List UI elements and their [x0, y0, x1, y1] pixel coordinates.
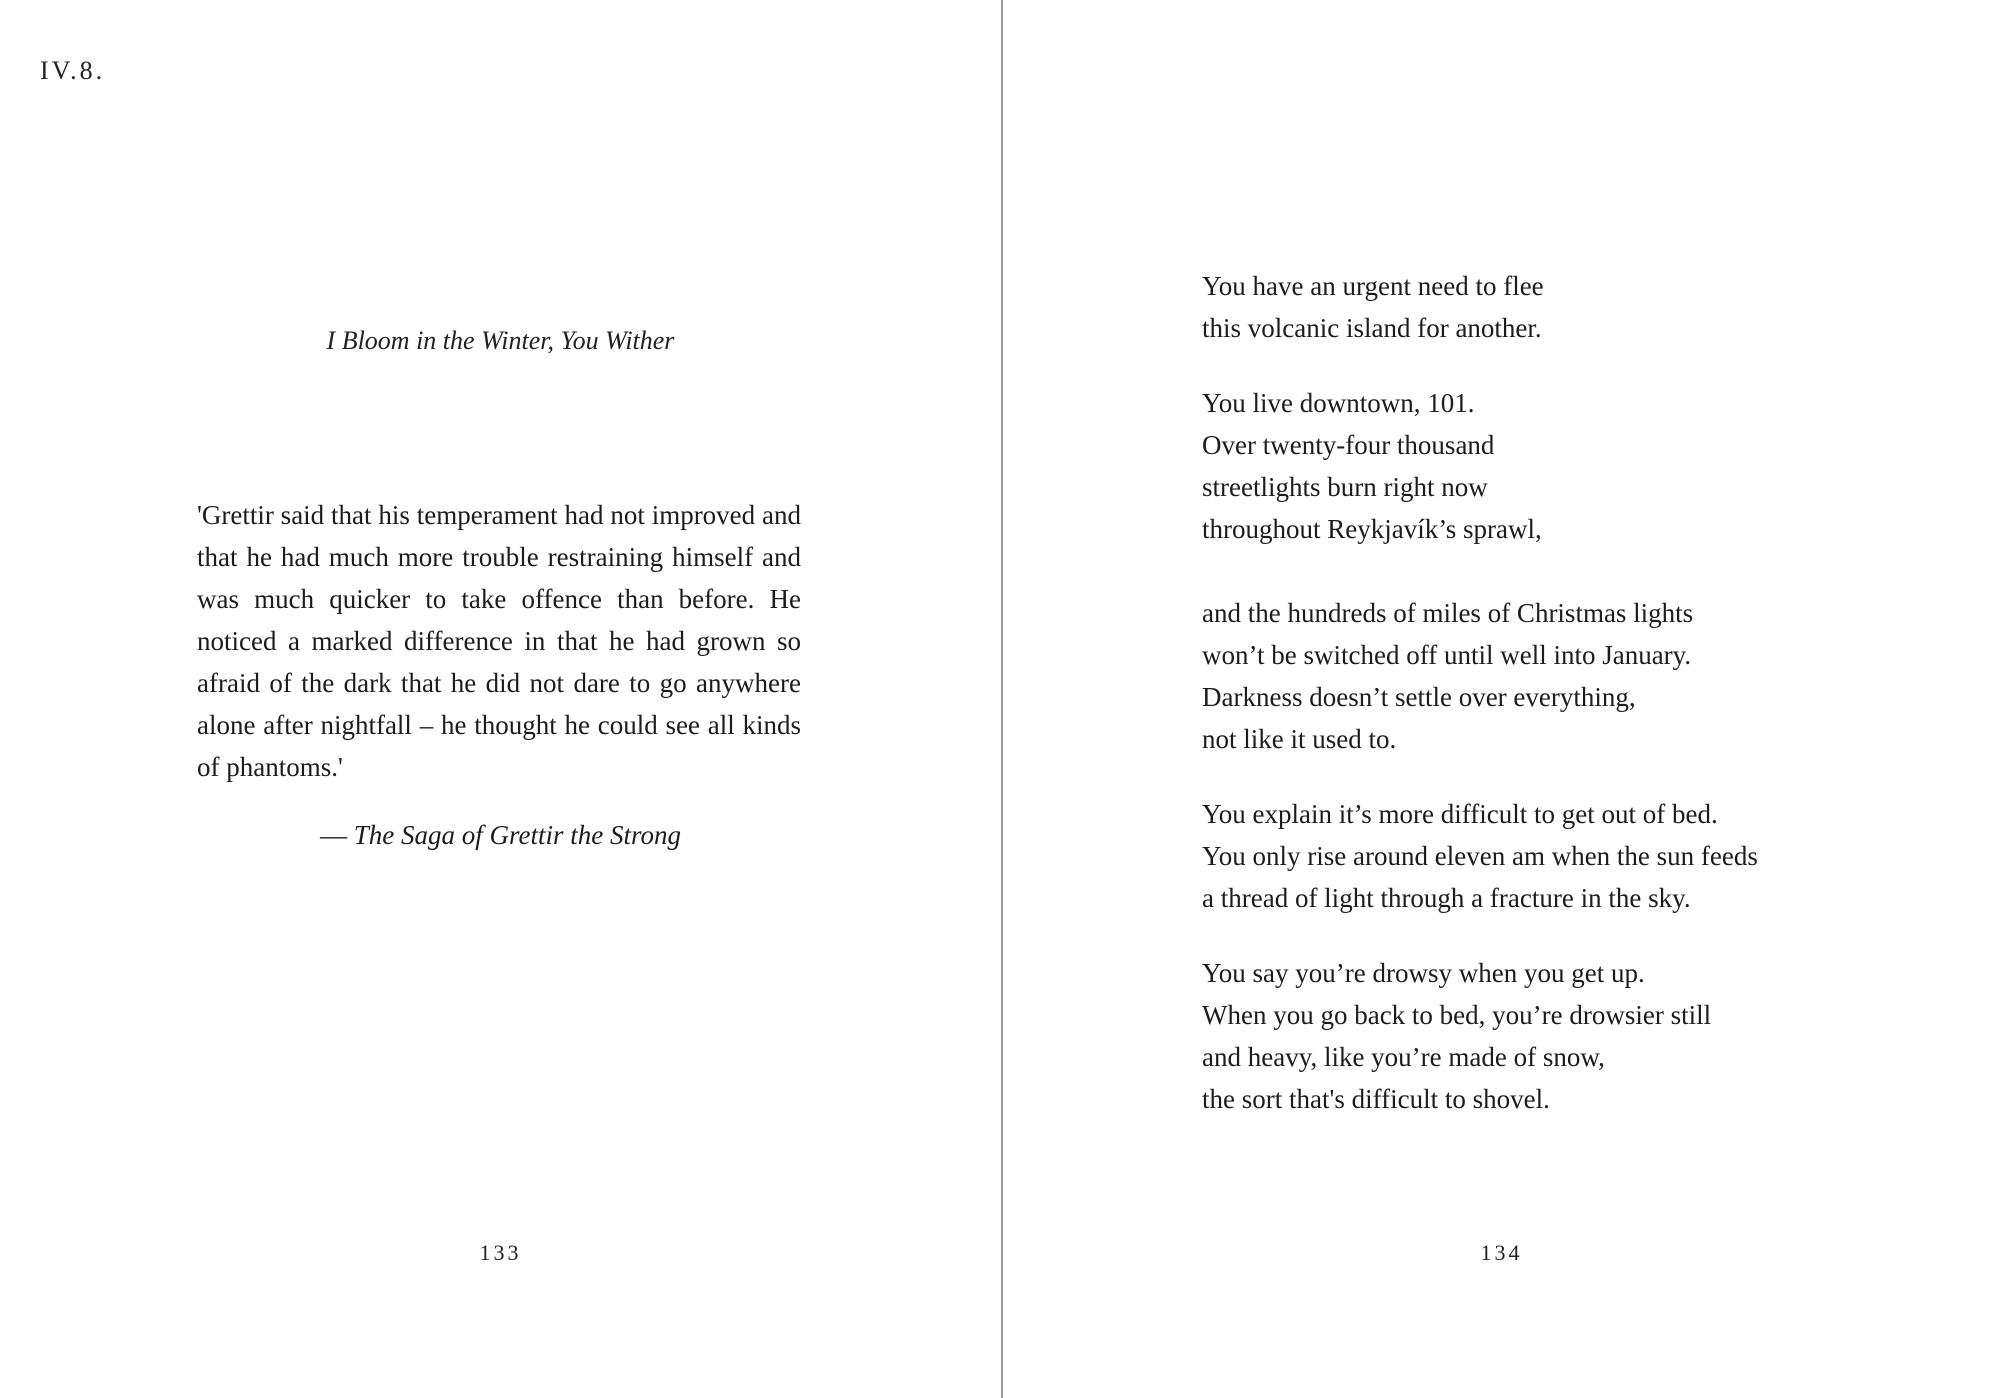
poem-line: not like it used to. — [1202, 724, 1397, 754]
poem-line: Darkness doesn’t settle over everything, — [1202, 682, 1636, 712]
page-number-left: 133 — [479, 1240, 522, 1265]
poem-line: this volcanic island for another. — [1202, 313, 1542, 343]
stanza-1 — [1202, 265, 1902, 349]
poem-line: won’t be switched off until well into January. — [1202, 640, 1692, 670]
epigraph-source — [0, 820, 1001, 851]
poem-line: You explain it’s more difficult to get out of bed. — [1202, 799, 1718, 829]
poem-body — [1202, 265, 1902, 1120]
poem-line: When you go back to bed, you’re drowsier still — [1202, 1000, 1712, 1030]
poem-line: You live downtown, 101. — [1202, 388, 1475, 418]
poem-line: and the hundreds of miles of Christmas lights — [1202, 598, 1694, 628]
poem-line: streetlights burn right now — [1202, 472, 1488, 502]
epigraph-dash: — — [320, 820, 354, 850]
stanza-3 — [1202, 592, 1902, 760]
poem-line: a thread of light through a fracture in the sky. — [1202, 883, 1691, 913]
stanza-2 — [1202, 382, 1902, 550]
poem-line: You say you’re drowsy when you get up. — [1202, 958, 1645, 988]
poem-line: Over twenty-four thousand — [1202, 430, 1495, 460]
poem-title: I Bloom in the Winter, You Wither — [326, 326, 675, 355]
poem-line: the sort that's difficult to shovel. — [1202, 1084, 1550, 1114]
section-marker: IV.8. — [40, 56, 106, 85]
stanza-5 — [1202, 952, 1902, 1120]
stanza-4 — [1202, 793, 1902, 919]
page-number-right: 134 — [1480, 1240, 1523, 1265]
epigraph-work-title: The Saga of Grettir the Strong — [353, 820, 681, 850]
poem-line: throughout Reykjavík’s sprawl, — [1202, 514, 1542, 544]
poem-line: You only rise around eleven am when the sun feeds — [1202, 841, 1758, 871]
poem-line: and heavy, like you’re made of snow, — [1202, 1042, 1605, 1072]
poem-line: You have an urgent need to flee — [1202, 271, 1544, 301]
epigraph-quote: 'Grettir said that his temperament had not improved and that he had much more trouble restraining himself and was much quicker to take offence than before. He noticed a marked difference in that he had grown so afraid of the dark that he did not dare to go anywhere alone after nightfall – he thought he could see all kinds of phantoms.' — [197, 500, 801, 782]
right-page — [1003, 0, 2000, 1398]
